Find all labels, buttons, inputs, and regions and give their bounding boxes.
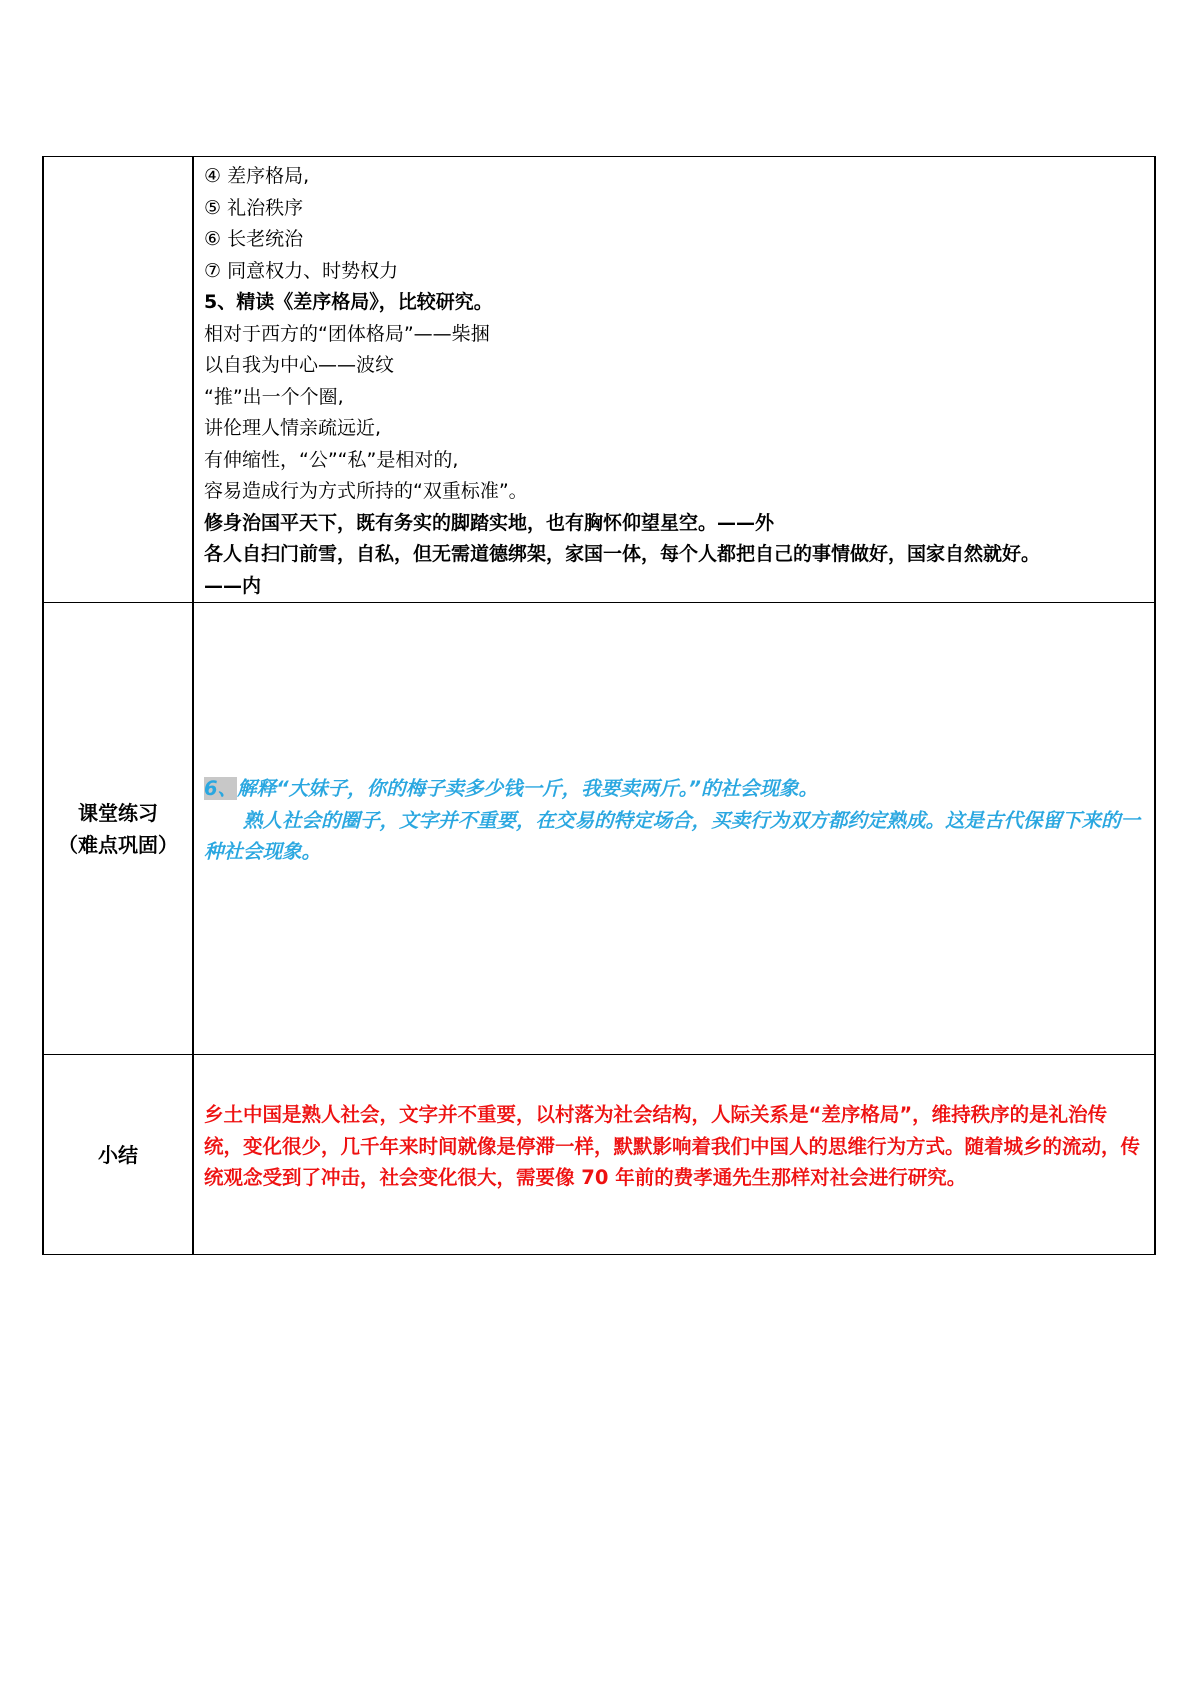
summary-label xyxy=(44,1055,192,1254)
list-item: ⑥ 长老统治 xyxy=(204,228,304,250)
list-item: ④ 差序格局, xyxy=(204,165,310,187)
list-item: ⑤ 礼治秩序 xyxy=(204,196,304,219)
text-line: 有伸缩性，“公”“私”是相对的, xyxy=(204,448,459,471)
exercise-label-title: 课堂练习 xyxy=(78,800,158,825)
text-line: 容易造成行为方式所持的“双重标准”。 xyxy=(204,480,528,502)
exercise-label-subtitle: （难点巩固） xyxy=(58,832,178,857)
list-item: ⑦ 同意权力、时势权力 xyxy=(204,259,399,282)
summary-content-cell xyxy=(193,1055,1155,1255)
exercise-content xyxy=(194,773,1154,868)
summary-label-text: 小结 xyxy=(98,1142,138,1167)
exercise-content-cell xyxy=(193,603,1155,1055)
bold-line-inner: 各人自扫门前雪，自私，但无需道德绑架，家国一体，每个人都把自己的事情做好，国家自然就好。 xyxy=(204,543,1041,565)
lesson-table xyxy=(42,156,1156,1255)
bold-line-inner-tag: ——内 xyxy=(204,574,262,597)
bold-line-outer: 修身治国平天下，既有务实的脚踏实地，也有胸怀仰望星空。——外 xyxy=(204,511,775,534)
section-heading: 5、精读《差序格局》，比较研究。 xyxy=(204,291,493,313)
row1-content xyxy=(194,157,1154,602)
question-number: 6、 xyxy=(204,777,238,800)
text-line: “推”出一个个圈, xyxy=(204,385,344,408)
text-line: 讲伦理人情亲疏远近, xyxy=(204,417,382,439)
row1-label-cell xyxy=(43,157,193,603)
summary-text: 乡土中国是熟人社会，文字并不重要，以村落为社会结构，人际关系是“差序格局”，维持秩序的是礼治传统，变化很少，几千年来时间就像是停滞一样，默默影响着我们中国人的思维行为方式。随着城乡的流动，传统观念受到了冲击，社会变化很大，需要像 70 年前的费孝通先生那样对社会进行研究。 xyxy=(204,1103,1141,1189)
text-line: 以自我为中心——波纹 xyxy=(204,354,395,376)
exercise-label-cell xyxy=(43,603,193,1055)
row1-content-cell xyxy=(193,157,1155,603)
table-row-content xyxy=(43,157,1155,603)
text-line: 相对于西方的“团体格局”——柴捆 xyxy=(204,322,490,345)
exercise-question xyxy=(204,773,1144,805)
question-text: 解释“大妹子，你的梅子卖多少钱一斤，我要卖两斤。”的社会现象。 xyxy=(237,777,818,800)
summary-label-cell xyxy=(43,1055,193,1255)
exercise-answer: 熟人社会的圈子，文字并不重要，在交易的特定场合，买卖行为双方都约定熟成。这是古代保留下来的一种社会现象。 xyxy=(204,808,1141,863)
table-row-exercise xyxy=(43,603,1155,1055)
table-row-summary xyxy=(43,1055,1155,1255)
summary-content xyxy=(194,1055,1154,1194)
exercise-label xyxy=(44,603,192,1054)
